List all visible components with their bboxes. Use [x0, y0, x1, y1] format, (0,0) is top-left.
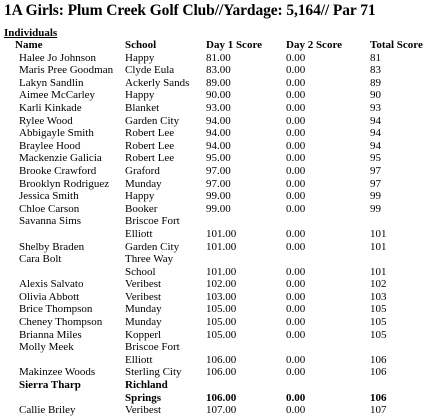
- cell-school: Kopperl: [125, 328, 162, 341]
- cell-day2-score: 0.00: [286, 240, 306, 253]
- cell-school: Briscoe Fort: [125, 215, 180, 228]
- cell-name: Jessica Smith: [19, 190, 79, 203]
- table-row: [0, 115, 428, 128]
- cell-day1-score: 93.00: [206, 101, 231, 114]
- cell-total-score: [369, 215, 428, 228]
- cell-name: [0, 392, 122, 405]
- table-row: [0, 77, 428, 90]
- cell-school: Three Way: [125, 253, 174, 266]
- cell-total-score: 95: [370, 152, 381, 165]
- table-row: [0, 89, 428, 102]
- table-row: [0, 165, 428, 178]
- cell-total-score: 94: [370, 127, 381, 140]
- cell-day1-score: 83.00: [206, 64, 231, 77]
- cell-day1-score: 95.00: [206, 152, 231, 165]
- cell-total-score: 106: [370, 353, 387, 366]
- cell-name: Braylee Hood: [19, 139, 81, 152]
- cell-total-score: 105: [370, 328, 387, 341]
- cell-day2-score: 0.00: [286, 152, 306, 165]
- cell-day2-score: 0.00: [286, 202, 306, 215]
- cell-total-score: 105: [370, 303, 387, 316]
- cell-name: [0, 228, 122, 241]
- cell-day1-score: 105.00: [206, 328, 237, 341]
- cell-school: Garden City: [125, 240, 180, 253]
- cell-school: Richland: [125, 379, 168, 392]
- table-row: [0, 241, 428, 254]
- section-heading: Individuals: [4, 27, 58, 39]
- cell-school: Robert Lee: [125, 152, 175, 165]
- cell-name: [0, 354, 122, 367]
- cell-school: Robert Lee: [125, 127, 175, 140]
- cell-name: Rylee Wood: [19, 114, 73, 127]
- cell-day2-score: 0.00: [286, 101, 306, 114]
- cell-school: Munday: [125, 177, 162, 190]
- cell-name: Brianna Miles: [19, 328, 82, 341]
- table-row: [0, 278, 428, 291]
- cell-day1-score: 101.00: [206, 240, 237, 253]
- cell-school: Sterling City: [125, 366, 182, 379]
- column-header-total: Total Score: [370, 39, 423, 51]
- cell-day1-score: 105.00: [206, 316, 237, 329]
- cell-total-score: 103: [370, 290, 387, 303]
- cell-day1-score: 99.00: [206, 202, 231, 215]
- table-row: [0, 392, 428, 405]
- cell-name: Maris Pree Goodman: [19, 64, 114, 77]
- cell-day2-score: 0.00: [286, 366, 306, 379]
- cell-total-score: 94: [370, 114, 381, 127]
- cell-total-score: 105: [370, 316, 387, 329]
- cell-day1-score: 97.00: [206, 177, 231, 190]
- cell-total-score: [369, 341, 428, 354]
- cell-name: Chloe Carson: [19, 202, 80, 215]
- cell-day1-score: 107.00: [206, 404, 237, 417]
- cell-name: Alexis Salvato: [19, 278, 84, 291]
- header-row: [0, 39, 428, 52]
- cell-day1-score: 101.00: [206, 227, 237, 240]
- cell-day1-score: 99.00: [206, 190, 231, 203]
- table-row: [0, 329, 428, 342]
- cell-day2-score: 0.00: [286, 127, 306, 140]
- cell-total-score: [369, 379, 428, 392]
- table-row: [0, 379, 428, 392]
- table-row: [0, 203, 428, 216]
- cell-name: Brooklyn Rodriguez: [19, 177, 110, 190]
- cell-day1-score: [203, 341, 285, 354]
- cell-day2-score: 0.00: [286, 89, 306, 102]
- table-row: [0, 291, 428, 304]
- cell-day1-score: 94.00: [206, 139, 231, 152]
- cell-total-score: 102: [370, 278, 387, 291]
- cell-total-score: 94: [370, 139, 381, 152]
- cell-school: Robert Lee: [125, 139, 175, 152]
- cell-total-score: 99: [370, 202, 381, 215]
- results-body: [0, 52, 428, 417]
- cell-name: Cara Bolt: [19, 253, 62, 266]
- table-row: [0, 404, 428, 417]
- table-row: [0, 341, 428, 354]
- cell-name: Olivia Abbott: [19, 290, 80, 303]
- cell-school: Blanket: [125, 101, 160, 114]
- cell-name: Savanna Sims: [19, 215, 82, 228]
- cell-name: Karli Kinkade: [19, 101, 82, 114]
- cell-total-score: 107: [370, 404, 387, 417]
- cell-day1-score: 101.00: [206, 265, 237, 278]
- cell-name: Callie Briley: [19, 404, 76, 417]
- cell-day1-score: 102.00: [206, 278, 237, 291]
- cell-day2-score: 0.00: [286, 51, 306, 64]
- cell-total-score: 90: [370, 89, 381, 102]
- table-row: [0, 52, 428, 65]
- table-row: [0, 190, 428, 203]
- results-table: [0, 39, 428, 417]
- table-row: [0, 354, 428, 367]
- table-row: [0, 102, 428, 115]
- cell-total-score: 97: [370, 164, 381, 177]
- cell-school: Veribest: [125, 278, 162, 291]
- cell-day1-score: 106.00: [206, 353, 237, 366]
- cell-day2-score: 0.00: [286, 139, 306, 152]
- table-row: [0, 303, 428, 316]
- cell-school: Veribest: [125, 290, 162, 303]
- cell-total-score: 89: [370, 76, 381, 89]
- cell-day1-score: 94.00: [206, 127, 231, 140]
- cell-name: Mackenzie Galicia: [19, 152, 102, 165]
- cell-day2-score: 0.00: [286, 64, 306, 77]
- cell-school: Graford: [125, 164, 160, 177]
- cell-total-score: 93: [370, 101, 381, 114]
- cell-total-score: 97: [370, 177, 381, 190]
- table-row: [0, 140, 428, 153]
- cell-day1-score: 105.00: [206, 303, 237, 316]
- cell-name: Cheney Thompson: [19, 316, 103, 329]
- cell-day1-score: 94.00: [206, 114, 231, 127]
- cell-day2-score: [285, 253, 369, 266]
- cell-name: Shelby Braden: [19, 240, 85, 253]
- cell-name: Lakyn Sandlin: [19, 76, 84, 89]
- cell-name: [0, 266, 122, 279]
- cell-total-score: 106: [370, 391, 387, 404]
- cell-day1-score: 97.00: [206, 164, 231, 177]
- cell-day2-score: 0.00: [286, 177, 306, 190]
- cell-day2-score: 0.00: [286, 328, 306, 341]
- column-header-day2: Day 2 Score: [286, 39, 343, 51]
- cell-day2-score: 0.00: [286, 391, 306, 404]
- cell-total-score: 106: [370, 366, 387, 379]
- cell-day2-score: 0.00: [286, 290, 306, 303]
- cell-day2-score: 0.00: [286, 265, 306, 278]
- cell-day2-score: 0.00: [286, 190, 306, 203]
- cell-total-score: 101: [370, 240, 387, 253]
- cell-name: Brooke Crawford: [19, 164, 97, 177]
- cell-name: Makinzee Woods: [19, 366, 96, 379]
- table-row: [0, 127, 428, 140]
- cell-name: Sierra Tharp: [19, 379, 81, 392]
- table-row: [0, 215, 428, 228]
- table-row: [0, 178, 428, 191]
- cell-school: Munday: [125, 316, 162, 329]
- cell-day2-score: 0.00: [286, 404, 306, 417]
- cell-school: Booker: [125, 202, 158, 215]
- cell-name: Aimee McCarley: [19, 89, 96, 102]
- cell-name: Molly Meek: [19, 341, 74, 354]
- cell-school: Elliott: [125, 227, 153, 240]
- cell-school: Garden City: [125, 114, 180, 127]
- cell-day1-score: 103.00: [206, 290, 237, 303]
- cell-day2-score: 0.00: [286, 303, 306, 316]
- cell-total-score: 101: [370, 265, 387, 278]
- cell-school: Briscoe Fort: [125, 341, 180, 354]
- cell-school: Springs: [125, 391, 162, 404]
- cell-school: Happy: [125, 51, 155, 64]
- cell-name: Abbigayle Smith: [19, 127, 94, 140]
- cell-day2-score: [285, 215, 369, 228]
- cell-total-score: 101: [370, 227, 387, 240]
- table-row: [0, 266, 428, 279]
- cell-school: Munday: [125, 303, 162, 316]
- cell-total-score: [369, 253, 428, 266]
- cell-day2-score: 0.00: [286, 164, 306, 177]
- cell-school: Clyde Eula: [125, 64, 175, 77]
- cell-day2-score: 0.00: [286, 278, 306, 291]
- cell-day2-score: [285, 341, 369, 354]
- table-row: [0, 64, 428, 77]
- cell-total-score: 99: [370, 190, 381, 203]
- cell-school: Ackerly Sands: [125, 76, 190, 89]
- cell-day1-score: 90.00: [206, 89, 231, 102]
- cell-day1-score: 106.00: [206, 391, 237, 404]
- cell-day2-score: 0.00: [286, 316, 306, 329]
- cell-school: Happy: [125, 190, 155, 203]
- cell-name: Brice Thompson: [19, 303, 93, 316]
- cell-school: School: [125, 265, 156, 278]
- column-header-school: School: [125, 39, 157, 51]
- cell-day2-score: 0.00: [286, 353, 306, 366]
- cell-day1-score: 81.00: [206, 51, 231, 64]
- cell-school: Veribest: [125, 404, 162, 417]
- cell-name: Halee Jo Johnson: [19, 51, 96, 64]
- cell-day1-score: 89.00: [206, 76, 231, 89]
- cell-total-score: 83: [370, 64, 381, 77]
- page-title: 1A Girls: Plum Creek Golf Club//Yardage: 5,164// Par 71: [4, 2, 376, 19]
- cell-day2-score: 0.00: [286, 76, 306, 89]
- table-row: [0, 228, 428, 241]
- cell-day1-score: [203, 215, 285, 228]
- cell-day2-score: 0.00: [286, 227, 306, 240]
- column-header-name: Name: [15, 39, 43, 51]
- table-row: [0, 316, 428, 329]
- table-row: [0, 152, 428, 165]
- table-row: [0, 253, 428, 266]
- cell-total-score: 81: [370, 51, 381, 64]
- cell-day2-score: 0.00: [286, 114, 306, 127]
- column-header-day1: Day 1 Score: [206, 39, 263, 51]
- table-row: [0, 366, 428, 379]
- cell-day1-score: [203, 379, 285, 392]
- cell-day1-score: 106.00: [206, 366, 237, 379]
- cell-day1-score: [203, 253, 285, 266]
- cell-school: Happy: [125, 89, 155, 102]
- cell-school: Elliott: [125, 353, 153, 366]
- cell-day2-score: [285, 379, 369, 392]
